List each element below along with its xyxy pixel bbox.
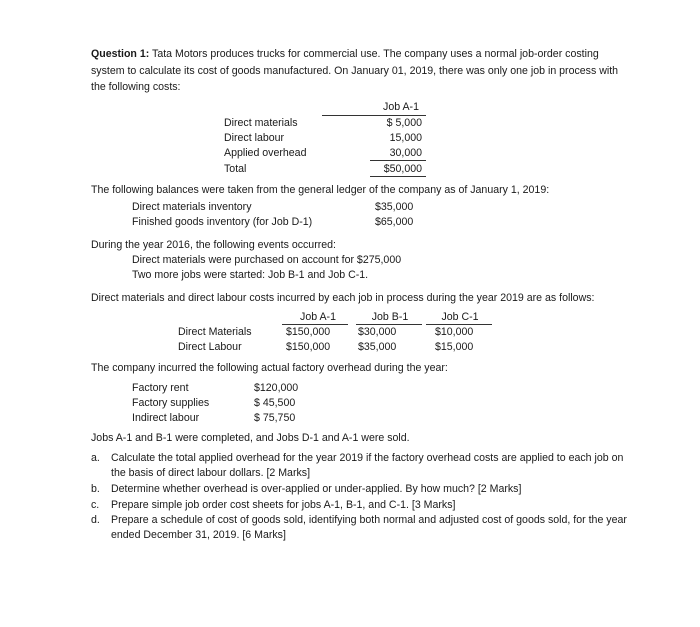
- completion-note: Jobs A-1 and B-1 were completed, and Jobs D-1 and A-1 were sold.: [91, 432, 410, 444]
- balance-value-dm-inventory: $35,000: [375, 201, 414, 213]
- task-letter: b.: [91, 483, 100, 495]
- task-text: Calculate the total applied overhead for the year 2019 if the factory overhead costs are applied to each job on the basis of direct labour dollars. [2 Marks]: [111, 452, 624, 479]
- task-item: [91, 482, 631, 497]
- col-header-job-b1: Job B-1: [371, 311, 409, 323]
- overhead-label-factory-rent: Factory rent: [132, 382, 189, 394]
- subtotal-line: [370, 160, 426, 161]
- task-text: Prepare simple job order cost sheets for jobs A-1, B-1, and C-1. [3 Marks]: [111, 499, 456, 511]
- row-value-total: $50,000: [383, 163, 422, 175]
- job-costs-intro: Direct materials and direct labour costs incurred by each job in process during the year 2019 are as follows:: [91, 292, 595, 304]
- cell-dm-b1: $30,000: [358, 326, 397, 338]
- col-header-job-c1: Job C-1: [441, 311, 479, 323]
- overhead-label-factory-supplies: Factory supplies: [132, 397, 210, 409]
- overhead-intro: The company incurred the following actual factory overhead during the year:: [91, 362, 448, 374]
- question-label: Question 1:: [91, 48, 150, 60]
- task-text: Prepare a schedule of cost of goods sold, identifying both normal and adjusted cost of goods sold, for the year ended December 31, 2019. [6 Marks]: [111, 514, 627, 541]
- task-letter: c.: [91, 499, 100, 511]
- task-item: [91, 513, 631, 543]
- cell-dm-c1: $10,000: [435, 326, 474, 338]
- question-intro: [91, 46, 631, 96]
- total-underline: [370, 176, 426, 177]
- row-label-direct-labour: Direct labour: [224, 132, 285, 144]
- task-letter: a.: [91, 452, 100, 464]
- row-value-direct-materials: $ 5,000: [386, 117, 422, 129]
- events-intro: During the year 2016, the following events occurred:: [91, 239, 336, 251]
- row-value-applied-overhead: 30,000: [389, 147, 422, 159]
- balance-label-dm-inventory: Direct materials inventory: [132, 201, 252, 213]
- overhead-value-indirect-labour: $ 75,750: [254, 412, 296, 424]
- question-text: Tata Motors produces trucks for commercial use. The company uses a normal job-order costing system to calculate its cost of goods manufactured. On January 01, 2019, there was only one job in process with the following costs:: [91, 48, 619, 93]
- col-underline-a1: [282, 324, 348, 325]
- event-item: Two more jobs were started: Job B-1 and Job C-1.: [132, 269, 369, 281]
- col-header-job-a1: Job A-1: [300, 311, 336, 323]
- cell-dl-b1: $35,000: [358, 341, 397, 353]
- balances-intro: The following balances were taken from the general ledger of the company as of January 1, 2019:: [91, 184, 550, 196]
- task-letter: d.: [91, 514, 100, 526]
- overhead-value-factory-rent: $120,000: [254, 382, 299, 394]
- cell-dl-a1: $150,000: [286, 341, 331, 353]
- job-a1-header: Job A-1: [383, 101, 419, 113]
- header-underline: [322, 115, 426, 116]
- col-underline-c1: [426, 324, 492, 325]
- row-label-applied-overhead: Applied overhead: [224, 147, 307, 159]
- balance-label-fg-inventory: Finished goods inventory (for Job D-1): [132, 216, 313, 228]
- overhead-value-factory-supplies: $ 45,500: [254, 397, 296, 409]
- row-label-direct-materials: Direct Materials: [178, 326, 252, 338]
- row-label-direct-materials: Direct materials: [224, 117, 298, 129]
- cell-dm-a1: $150,000: [286, 326, 331, 338]
- cell-dl-c1: $15,000: [435, 341, 474, 353]
- row-label-total: Total: [224, 163, 247, 175]
- task-item: [91, 498, 631, 513]
- row-value-direct-labour: 15,000: [389, 132, 422, 144]
- row-label-direct-labour: Direct Labour: [178, 341, 242, 353]
- task-item: [91, 451, 631, 481]
- event-item: Direct materials were purchased on account for $275,000: [132, 254, 402, 266]
- task-text: Determine whether overhead is over-applied or under-applied. By how much? [2 Marks]: [111, 483, 522, 495]
- overhead-label-indirect-labour: Indirect labour: [132, 412, 200, 424]
- col-underline-b1: [356, 324, 422, 325]
- balance-value-fg-inventory: $65,000: [375, 216, 414, 228]
